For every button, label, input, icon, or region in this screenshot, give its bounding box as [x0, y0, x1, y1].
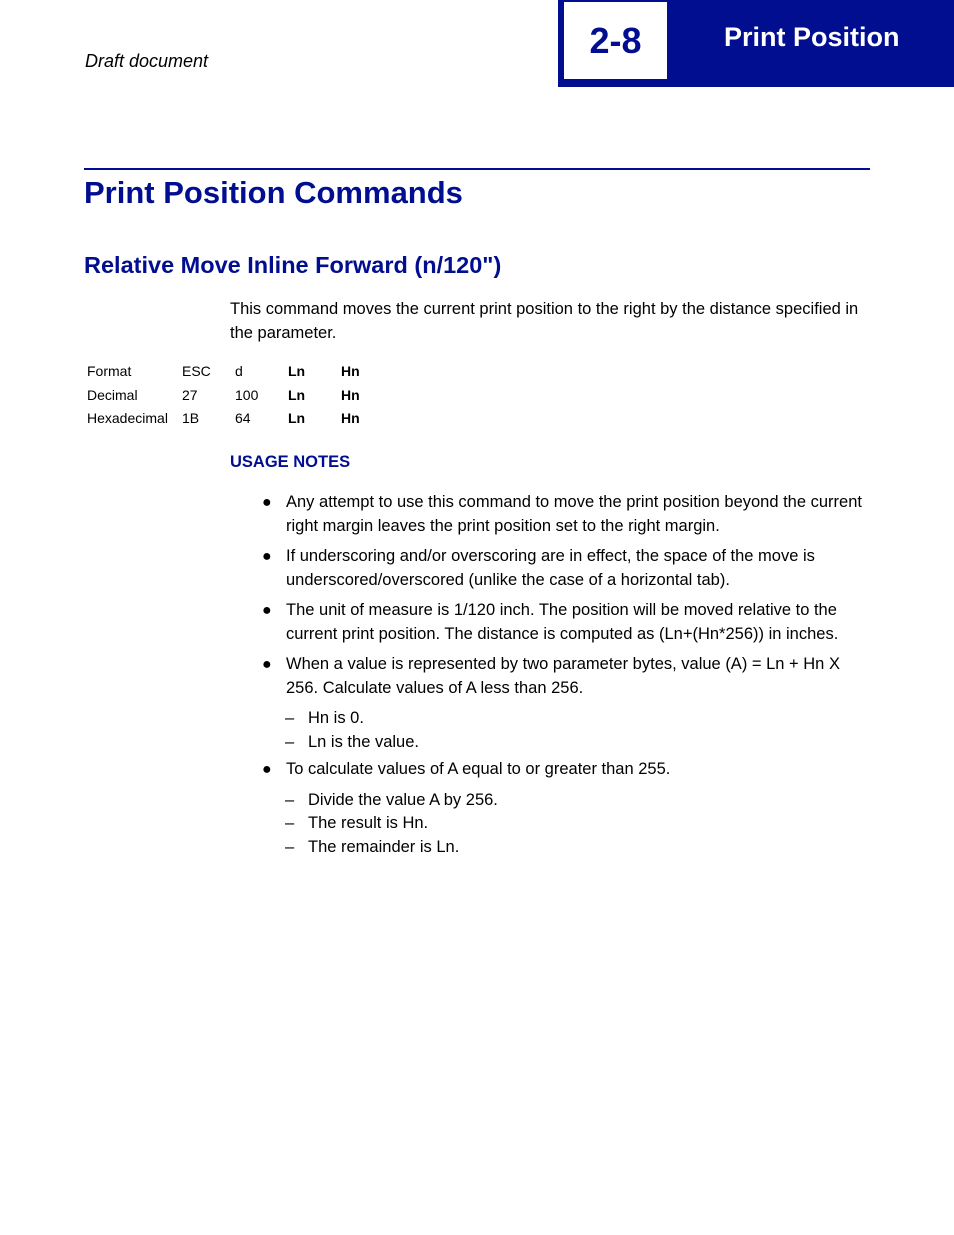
table-cell: Decimal: [87, 386, 138, 403]
sub-list-item-text: Hn is 0.: [308, 709, 364, 727]
table-cell: Hn: [341, 386, 360, 403]
table-cell: 1B: [182, 410, 200, 426]
usage-notes-heading: USAGE NOTES: [230, 453, 351, 471]
bullet-icon: ●: [262, 656, 272, 673]
dash-icon: –: [285, 790, 295, 809]
command-description: This command moves the current print position to the right by the distance specified in the parameter.: [230, 300, 859, 342]
bullet-icon: ●: [262, 602, 272, 619]
sub-list: [262, 707, 872, 754]
table-cell: Hexadecimal: [87, 410, 168, 426]
sub-list-item-text: The result is Hn.: [308, 814, 429, 832]
dash-icon: –: [285, 837, 295, 856]
list-item: [262, 491, 872, 538]
sub-list-item-text: The remainder is Ln.: [308, 837, 460, 856]
usage-notes-list: [262, 491, 872, 863]
bullet-icon: ●: [262, 761, 272, 778]
chapter-number: 2-8: [564, 2, 667, 79]
sub-list: [262, 789, 872, 860]
table-row: [87, 410, 360, 434]
table-cell: ESC: [182, 363, 211, 379]
list-item-text: Any attempt to use this command to move the print position beyond the current right margin leaves the print position set to the right margin.: [286, 493, 862, 535]
chapter-title: Print Position: [724, 22, 900, 52]
chapter-tab: [558, 0, 954, 87]
list-item-text: The unit of measure is 1/120 inch. The position will be moved relative to the current print position. The distance is computed as (Ln+(Hn*256)) in inches.: [286, 601, 839, 643]
section-rule: [84, 168, 870, 170]
list-item-text: If underscoring and/or overscoring are in effect, the space of the move is underscored/overscored (unlike the case of a horizontal tab).: [286, 547, 815, 589]
list-item: [262, 599, 872, 646]
sub-list-item-text: Ln is the value.: [308, 732, 419, 751]
bullet-icon: ●: [262, 548, 272, 565]
list-item-text: To calculate values of A equal to or greater than 255.: [286, 760, 671, 778]
sub-list-item: [262, 789, 872, 813]
table-cell: Ln: [288, 410, 306, 426]
dash-icon: –: [285, 732, 295, 751]
sub-list-item: [262, 812, 872, 836]
list-item-text: When a value is represented by two parameter bytes, value (A) = Ln + Hn X 256. Calculate values of A less than 256.: [286, 655, 840, 697]
table-cell: d: [235, 363, 243, 379]
sub-list-item-text: Divide the value A by 256.: [308, 790, 498, 809]
command-format-table: [87, 363, 360, 434]
list-item: [262, 545, 872, 592]
table-cell: 64: [235, 410, 251, 426]
table-cell: Ln: [288, 363, 306, 379]
sub-list-item: [262, 731, 872, 755]
section-title: Print Position Commands: [84, 175, 463, 210]
table-cell: 100: [235, 386, 259, 403]
sub-list-item: [262, 707, 872, 731]
sub-list-item: [262, 836, 872, 860]
list-item: [262, 758, 872, 782]
table-row: [87, 363, 360, 387]
draft-label: Draft document: [85, 51, 209, 71]
dash-icon: –: [285, 814, 295, 832]
command-title: Relative Move Inline Forward (n/120"): [84, 252, 502, 278]
table-cell: 27: [182, 386, 198, 403]
table-cell: Ln: [288, 386, 306, 403]
table-cell: Hn: [341, 410, 360, 426]
table-cell: Hn: [341, 363, 360, 379]
table-row: [87, 387, 360, 411]
table-cell: Format: [87, 363, 132, 379]
dash-icon: –: [285, 709, 295, 727]
list-item: [262, 653, 872, 700]
bullet-icon: ●: [262, 494, 272, 511]
